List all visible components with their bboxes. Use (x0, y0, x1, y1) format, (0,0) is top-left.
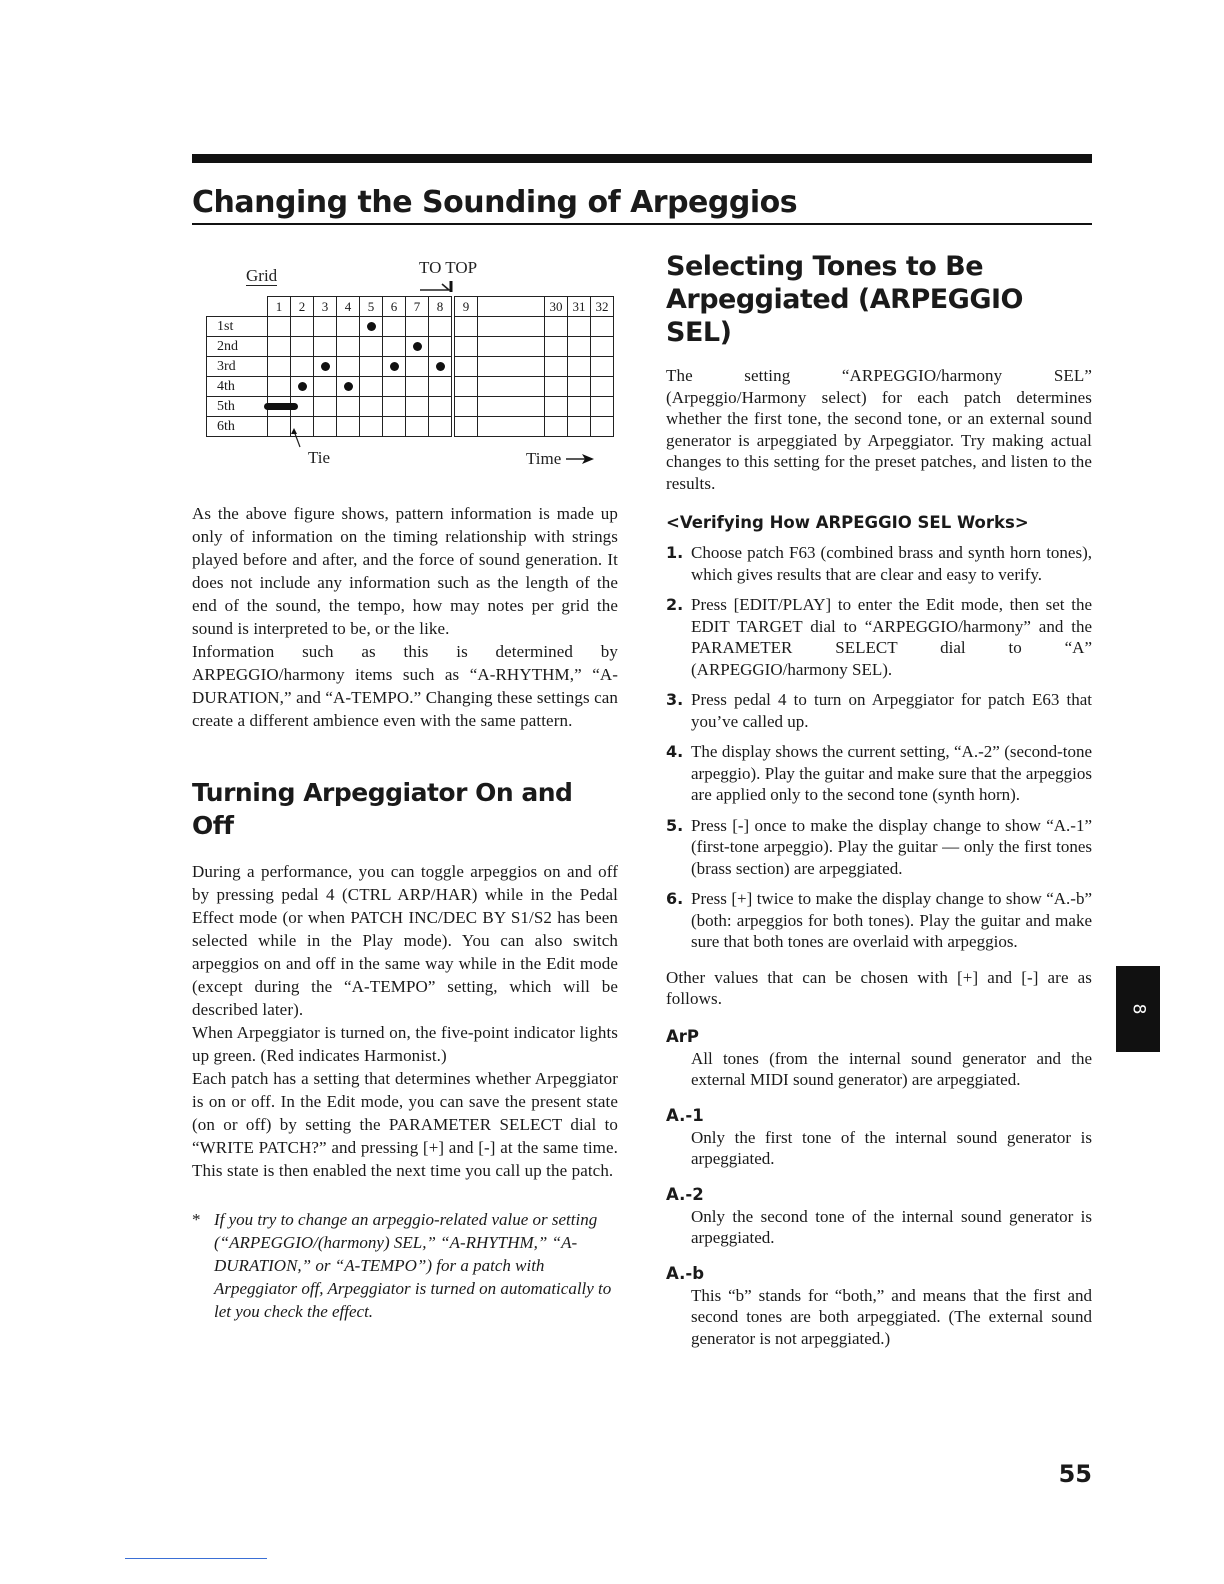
grid-cell (360, 357, 383, 377)
grid-cell (453, 397, 478, 417)
grid-cell (591, 417, 614, 437)
grid-col-header: 1 (268, 297, 291, 317)
value-desc: All tones (from the internal sound generator and the external MIDI sound generator) are arpeggiated. (691, 1048, 1092, 1089)
grid-cell (383, 317, 406, 337)
grid-cell (429, 357, 454, 377)
grid-row-label: 5th (207, 397, 268, 417)
grid-body (207, 317, 614, 437)
left-column (192, 250, 618, 1323)
grid-cell (268, 397, 291, 417)
top-rule (192, 154, 1092, 163)
grid-cell (500, 397, 522, 417)
note-dot (344, 382, 353, 391)
note-dot (321, 362, 330, 371)
grid-cell (478, 357, 501, 377)
grid-cell (337, 357, 360, 377)
grid-cell (453, 417, 478, 437)
grid-cell (453, 337, 478, 357)
grid-cell (478, 377, 501, 397)
grid-col-header: 5 (360, 297, 383, 317)
grid-row-label: 1st (207, 317, 268, 337)
grid-cell (453, 377, 478, 397)
tie-arrow-icon (288, 427, 304, 449)
grid-col-header: 2 (291, 297, 314, 317)
tie-label: Tie (308, 448, 331, 467)
grid-row (207, 417, 614, 437)
grid-cell (406, 337, 429, 357)
grid-cell (500, 317, 522, 337)
grid-cell (268, 337, 291, 357)
grid-cell (314, 337, 337, 357)
grid-cell (545, 417, 568, 437)
step-item: 1. Choose patch F63 (combined brass and synth horn tones), which gives results that are clear and easy to verify. (666, 543, 1092, 584)
grid-col-header: 30 (545, 297, 568, 317)
grid-cell (314, 397, 337, 417)
grid-col-header: 4 (337, 297, 360, 317)
section-title-line-2: Arpeggiated (ARPEGGIO SEL) (666, 284, 1024, 348)
value-desc: This “b” stands for “both,” and means that the first and second tones are both arpeggiated. (The external sound generator is not arpeggiated.) (691, 1285, 1092, 1348)
grid-cell (568, 337, 591, 357)
grid-cell (568, 317, 591, 337)
value-name: A.-b (666, 1263, 705, 1283)
grid-cell (314, 377, 337, 397)
verify-steps (666, 542, 1092, 953)
grid-label: Grid (246, 266, 278, 285)
time-label: Time (526, 449, 562, 468)
grid-cell (522, 317, 545, 337)
value-list (666, 1026, 1092, 1350)
grid-row (207, 377, 614, 397)
grid-cell (337, 397, 360, 417)
grid-cell (360, 317, 383, 337)
grid-col-header (522, 297, 545, 317)
grid-cell (545, 357, 568, 377)
grid-row-label: 2nd (207, 337, 268, 357)
note (192, 1208, 618, 1323)
other-values-text: Other values that can be chosen with [+] and [-] are as follows. (666, 967, 1092, 1008)
turning-paragraph-2: When Arpeggiator is turned on, the five-point indicator lights up green. (Red indicates Harmonist.) (192, 1023, 618, 1065)
grid-cell (406, 397, 429, 417)
grid-cell (268, 377, 291, 397)
grid-cell (360, 337, 383, 357)
grid-cell (268, 317, 291, 337)
grid-cell (406, 357, 429, 377)
grid-row (207, 397, 614, 417)
note-dot (390, 362, 399, 371)
grid-cell (545, 337, 568, 357)
grid-col-header: 9 (453, 297, 478, 317)
grid-cell (453, 357, 478, 377)
grid-col-header (500, 297, 522, 317)
grid-cell (429, 317, 454, 337)
grid-cell (522, 397, 545, 417)
footer-line (125, 1558, 267, 1559)
grid-cell (383, 417, 406, 437)
grid-cell (568, 397, 591, 417)
grid-cell (406, 417, 429, 437)
grid-col-header (478, 297, 501, 317)
grid-cell (591, 397, 614, 417)
step-item: 5. Press [-] once to make the display change to show “A.-1” (first-tone arpeggio). Play the guitar — only the first tones (brass section) are arpeggiated. (666, 815, 1092, 878)
time-arrow-icon (564, 452, 596, 466)
grid-cell (314, 317, 337, 337)
right-column (666, 250, 1092, 1349)
grid-cell (337, 337, 360, 357)
grid-cell (406, 317, 429, 337)
grid-cell (545, 317, 568, 337)
grid-cell (429, 417, 454, 437)
grid-cell (453, 317, 478, 337)
grid-cell (500, 357, 522, 377)
intro-paragraph: As the above figure shows, pattern information is made up only of information on the timing relationship with strings played before and after, and the force of sound generation. It does not include any information such as the length of the end of the sound, the tempo, how may notes per grid the sound is interpreted to be, or the like. (192, 504, 618, 638)
grid-cell (429, 337, 454, 357)
turning-paragraph-1: During a performance, you can toggle arpeggios on and off by pressing pedal 4 (CTRL ARP/HAR) while in the Pedal Effect mode (or when PATCH INC/DEC BY S1/S2 has been selected while in the Play mode). You can also switch arpeggios on and off in the same way while in the Edit mode (except during the “A-TEMPO” setting, which will be described later). (192, 862, 618, 1019)
grid-col-header: 32 (591, 297, 614, 317)
grid-header-row (207, 297, 614, 317)
grid-cell (500, 337, 522, 357)
note-dot (298, 382, 307, 391)
verify-subtitle: <Verifying How ARPEGGIO SEL Works> (666, 513, 1029, 532)
to-top-arrow-icon (418, 278, 458, 294)
grid-cell (522, 377, 545, 397)
grid-cell (478, 417, 501, 437)
grid-cell (478, 317, 501, 337)
grid-cell (478, 397, 501, 417)
grid-cell (383, 397, 406, 417)
note-mark: * (192, 1210, 201, 1229)
grid-cell (522, 417, 545, 437)
grid-cell (291, 337, 314, 357)
grid-cell (360, 377, 383, 397)
grid-cell (429, 397, 454, 417)
grid-cell (383, 337, 406, 357)
intro-paragraph-2: Information such as this is determined by ARPEGGIO/harmony items such as “A-RHYTHM,” “A-DURATION,” and “A-TEMPO.” Changing these settings can create a different ambience even with the same pattern. (192, 642, 618, 730)
grid-cell (268, 357, 291, 377)
grid-cell (568, 417, 591, 437)
grid-cell (406, 377, 429, 397)
value-name: A.-1 (666, 1105, 704, 1125)
grid-cell (568, 357, 591, 377)
pattern-grid (206, 296, 614, 437)
step-item: 6. Press [+] twice to make the display change to show “A.-b” (both: arpeggios for both tones). Play the guitar and make sure that both tones are overlaid with arpeggios. (666, 889, 1092, 951)
turning-paragraph-3: Each patch has a setting that determines whether Arpeggiator is on or off. In the Edit mode, you can save the present state (on or off) by setting the PARAMETER SELECT dial to “WRITE PATCH?” and pressing [+] and [-] at the same time. This state is then enabled the next time you call up the patch. (192, 1069, 618, 1180)
grid-cell (591, 337, 614, 357)
grid-row-label: 4th (207, 377, 268, 397)
grid-row-label: 6th (207, 417, 268, 437)
page-title: Changing the Sounding of Arpeggios (192, 183, 1092, 225)
section-title-arpeggio-sel (666, 250, 1092, 349)
step-item: 2. Press [EDIT/PLAY] to enter the Edit mode, then set the EDIT TARGET dial to “ARPEGGIO/harmony” and the PARAMETER SELECT dial to “A” (ARPEGGIO/harmony SEL). (666, 595, 1092, 679)
grid-cell (591, 357, 614, 377)
note-dot (436, 362, 445, 371)
arpeggio-grid-figure (192, 250, 618, 476)
value-desc: Only the second tone of the internal sound generator is arpeggiated. (691, 1206, 1092, 1247)
arpeggio-sel-intro: The setting “ARPEGGIO/harmony SEL” (Arpeggio/Harmony select) for each patch determines whether the first tone, the second tone, or an external sound generator is arpeggiated by Arpeggiator. Try making actual changes to this setting for the preset patches, and listen to the results. (666, 366, 1092, 493)
step-item: 3. Press pedal 4 to turn on Arpeggiator for patch E63 that you’ve called up. (666, 690, 1092, 731)
grid-col-header: 7 (406, 297, 429, 317)
grid-cell (383, 357, 406, 377)
note-dot (367, 322, 376, 331)
grid-row (207, 317, 614, 337)
grid-cell (291, 377, 314, 397)
grid-cell (360, 397, 383, 417)
page-number: 55 (1058, 1460, 1092, 1488)
grid-col-header: 3 (314, 297, 337, 317)
grid-cell (314, 357, 337, 377)
step-item: 4. The display shows the current setting, “A.-2” (second-tone arpeggio). Play the guitar and make sure that the arpeggios are applied only to the second tone (synth horn). (666, 742, 1092, 804)
grid-cell (591, 317, 614, 337)
note-text: If you try to change an arpeggio-related value or setting (“ARPEGGIO/(harmony) SEL,” “A-RHYTHM,” “A-DURATION,” or “A-TEMPO”) for a patch with Arpeggiator off, Arpeggiator is turned on automatically to let you check the effect. (214, 1210, 612, 1321)
grid-cell (522, 337, 545, 357)
grid-cell (337, 417, 360, 437)
grid-row (207, 357, 614, 377)
grid-cell (545, 397, 568, 417)
value-name: ArP (666, 1026, 699, 1046)
grid-cell (314, 417, 337, 437)
grid-cell (360, 417, 383, 437)
grid-cell (591, 377, 614, 397)
section-title-turning: Turning Arpeggiator On and Off (192, 778, 573, 840)
grid-row-label: 3rd (207, 357, 268, 377)
grid-cell (478, 337, 501, 357)
grid-cell (500, 417, 522, 437)
grid-cell (337, 317, 360, 337)
section-title-line-1: Selecting Tones to Be (666, 251, 984, 282)
grid-col-header: 8 (429, 297, 454, 317)
value-name: A.-2 (666, 1184, 704, 1204)
note-dot (413, 342, 422, 351)
grid-cell (500, 377, 522, 397)
grid-cell (291, 317, 314, 337)
grid-cell (383, 377, 406, 397)
grid-cell (337, 377, 360, 397)
grid-cell (429, 377, 454, 397)
grid-col-header: 31 (568, 297, 591, 317)
grid-col-header: 6 (383, 297, 406, 317)
grid-cell (291, 397, 314, 417)
grid-cell (568, 377, 591, 397)
chapter-tab: 8 (1116, 966, 1160, 1052)
to-top-label: TO TOP (419, 258, 478, 277)
grid-cell (545, 377, 568, 397)
grid-row (207, 337, 614, 357)
value-desc: Only the first tone of the internal sound generator is arpeggiated. (691, 1127, 1092, 1168)
grid-cell (291, 357, 314, 377)
grid-cell (522, 357, 545, 377)
